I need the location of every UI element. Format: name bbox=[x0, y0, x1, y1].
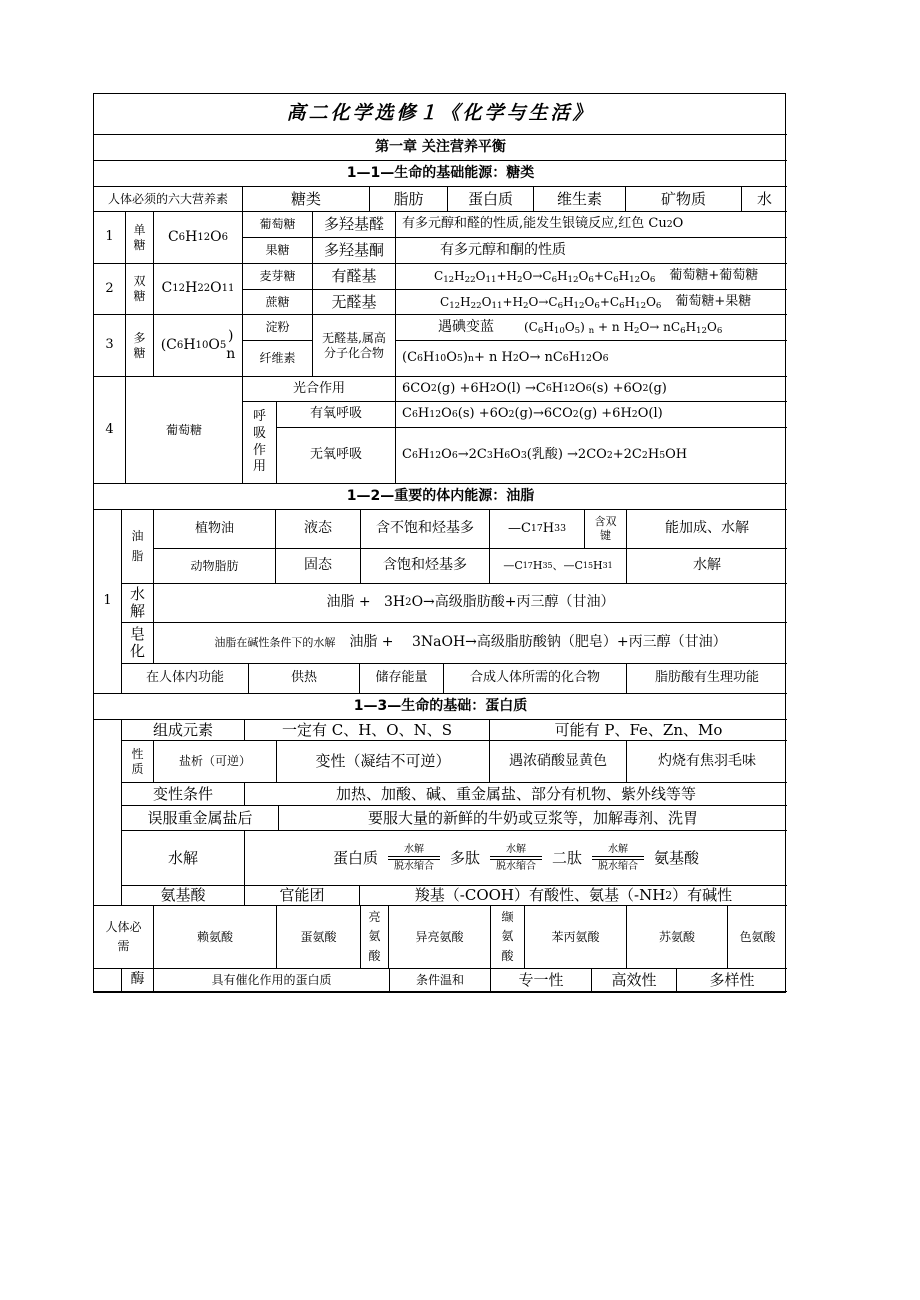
section-header-carbs: 1—1—生命的基础能源：糖类 bbox=[94, 161, 787, 187]
enzyme-trait: 条件温和 bbox=[390, 969, 491, 992]
enzyme-trait: 专一性 bbox=[491, 969, 592, 992]
essential-label: 人体必需 bbox=[94, 906, 154, 969]
elements-must: 一定有 C、H、O、N、S bbox=[245, 720, 490, 741]
sugar-name: 果糖 bbox=[243, 238, 313, 264]
property-item: 变性（凝结不可逆） bbox=[277, 741, 490, 783]
blank-cell bbox=[94, 969, 122, 992]
poison-label: 误服重金属盐后 bbox=[122, 806, 279, 831]
fat-base: 含饱和烃基多 bbox=[361, 549, 490, 584]
row-number: 4 bbox=[94, 377, 126, 484]
denature-conditions: 加热、加酸、碱、重金属盐、部分有机物、紫外线等等 bbox=[245, 783, 787, 806]
enzyme-definition: 具有催化作用的蛋白质 bbox=[154, 969, 390, 992]
chapter-title: 第一章 关注营养平衡 bbox=[94, 135, 787, 161]
functional-group: 有醛基 bbox=[313, 264, 396, 290]
row-number: 1 bbox=[94, 212, 126, 264]
chain-step: 二肽 bbox=[552, 848, 583, 867]
protein-hydrolysis-chain bbox=[245, 831, 787, 886]
nutrient-cell: 糖类 bbox=[243, 187, 370, 212]
photosynthesis-label: 光合作用 bbox=[243, 377, 396, 402]
nutrient-cell: 水 bbox=[742, 187, 787, 212]
sugar-name: 纤维素 bbox=[243, 341, 313, 377]
cellulose-equation: (C 6 H 10 O 5 ) n + n H 2 O→ nC 6 H 12 O 6 bbox=[396, 341, 787, 377]
six-nutrients-label: 人体必须的六大营养素 bbox=[94, 187, 243, 212]
reversible-arrow-icon: 水解 脱水缩合 bbox=[592, 844, 644, 872]
enzyme-label: 酶 bbox=[122, 969, 154, 992]
amino-acid-label: 氨基酸 bbox=[122, 886, 245, 906]
chain-step: 多肽 bbox=[449, 848, 480, 867]
hydrolysis-equation: $C_{12}H_{22}O_{11}+H_2O\to C_6H_{12}O_6+C_6H_{12}O_6$ 葡萄糖+葡萄糖 bbox=[396, 264, 787, 290]
sugar-formula: C 12 H 22 O 11 bbox=[154, 264, 243, 315]
function-item: 供热 bbox=[249, 664, 360, 694]
page-title: 高二化学选修１《化学与生活》 bbox=[94, 94, 787, 135]
row-number: 3 bbox=[94, 315, 126, 377]
photosynthesis-equation: 6CO 2 (g) +6H 2 O(l) →C 6 H 12 O 6 (s) +6O 2 (g) bbox=[396, 377, 787, 402]
amino-acid-item: 异亮氨酸 bbox=[389, 906, 491, 969]
row-number: 2 bbox=[94, 264, 126, 315]
sugar-name: 麦芽糖 bbox=[243, 264, 313, 290]
hydrolysis-label: 水解 bbox=[122, 584, 154, 623]
nutrient-cell: 蛋白质 bbox=[448, 187, 534, 212]
sugar-kind: 单糖 bbox=[126, 212, 154, 264]
sugar-formula: C 6 H 12 O 6 bbox=[154, 212, 243, 264]
enzyme-trait: 高效性 bbox=[592, 969, 677, 992]
sugar-kind: 多糖 bbox=[126, 315, 154, 377]
functional-group: 无醛基 bbox=[313, 290, 396, 315]
sugar-name: 蔗糖 bbox=[243, 290, 313, 315]
blank-cell bbox=[94, 720, 122, 906]
starch-equation: 遇碘变蓝 $(C_6H_{10}O_5) _n + n$ $H_2O\to nC_6H_{12}O_6$ bbox=[396, 315, 787, 341]
amino-acid-item: 蛋氨酸 bbox=[277, 906, 361, 969]
sugar-formula: (C 6 H 10 O 5 ) n bbox=[154, 315, 243, 377]
anaerobic-equation: C 6 H 12 O 6 →2C 3 H 6 O 3 (乳酸) →2CO 2 +2C 2 H 5 OH bbox=[396, 428, 787, 484]
functional-group-label: 官能团 bbox=[245, 886, 360, 906]
row-number: 1 bbox=[94, 510, 122, 694]
function-label: 在人体内功能 bbox=[122, 664, 249, 694]
elements-may: 可能有 P、Fe、Zn、Mo bbox=[490, 720, 787, 741]
nutrient-cell: 维生素 bbox=[534, 187, 626, 212]
double-bond-note: 含双键 bbox=[585, 510, 627, 549]
oil-base: 含不饱和烃基多 bbox=[361, 510, 490, 549]
saponification-equation: 油脂在碱性条件下的水解 油脂 + 3NaOH→高级脂肪酸钠（肥皂）+丙三醇（甘油） bbox=[154, 623, 787, 664]
function-item: 储存能量 bbox=[360, 664, 444, 694]
denature-label: 变性条件 bbox=[122, 783, 245, 806]
oil-state: 液态 bbox=[276, 510, 361, 549]
anaerobic-label: 无氧呼吸 bbox=[277, 428, 396, 484]
fat-state: 固态 bbox=[276, 549, 361, 584]
sugar-kind: 双糖 bbox=[126, 264, 154, 315]
properties-label: 性质 bbox=[122, 741, 154, 783]
amino-acid-groups: 羧基（-COOH）有酸性、氨基（-NH 2 ）有碱性 bbox=[360, 886, 787, 906]
saponification-label: 皂化 bbox=[122, 623, 154, 664]
fat-reaction: 水解 bbox=[627, 549, 787, 584]
fat-type: 动物脂肪 bbox=[154, 549, 276, 584]
section-header-protein: 1—3—生命的基础：蛋白质 bbox=[94, 694, 787, 720]
sugar-name: 葡萄糖 bbox=[243, 212, 313, 238]
section-header-fats: 1—2—重要的体内能源：油脂 bbox=[94, 484, 787, 510]
chain-step: 蛋白质 bbox=[332, 848, 378, 867]
functional-group: 多羟基醛 bbox=[313, 212, 396, 238]
amino-acid-item: 色氨酸 bbox=[728, 906, 787, 969]
amino-acid-item: 苯丙氨酸 bbox=[525, 906, 627, 969]
protein-hydrolysis-label: 水解 bbox=[122, 831, 245, 886]
polysaccharide-note: 无醛基,属高分子化合物 bbox=[313, 315, 396, 377]
oil-label: 油脂 bbox=[122, 510, 154, 584]
document-table bbox=[93, 93, 786, 993]
oil-group: —C 17 H 33 bbox=[490, 510, 585, 549]
sugar-property: 有多元醇和醛的性质,能发生银镜反应,红色 Cu 2 O bbox=[396, 212, 787, 238]
property-item: 遇浓硝酸显黄色 bbox=[490, 741, 627, 783]
amino-acid-item: 苏氨酸 bbox=[627, 906, 728, 969]
function-item: 脂肪酸有生理功能 bbox=[627, 664, 787, 694]
amino-acid-item: 亮氨酸 bbox=[361, 906, 389, 969]
nutrient-cell: 脂肪 bbox=[370, 187, 448, 212]
aerobic-equation: C 6 H 12 O 6 (s) +6O 2 (g)→6CO 2 (g) +6H 2 O(l) bbox=[396, 402, 787, 428]
oil-hydrolysis-equation: 油脂 + 3H 2 O→高级脂肪酸+丙三醇（甘油） bbox=[154, 584, 787, 623]
reversible-arrow-icon: 水解 脱水缩合 bbox=[490, 844, 542, 872]
sugar-name: 淀粉 bbox=[243, 315, 313, 341]
property-item: 灼烧有焦羽毛味 bbox=[627, 741, 787, 783]
amino-acid-item: 赖氨酸 bbox=[154, 906, 277, 969]
functional-group: 多羟基酮 bbox=[313, 238, 396, 264]
chain-step: 氨基酸 bbox=[654, 848, 700, 867]
function-item: 合成人体所需的化合物 bbox=[444, 664, 627, 694]
enzyme-trait: 多样性 bbox=[677, 969, 787, 992]
respiration-label: 呼吸作用 bbox=[243, 402, 277, 484]
elements-label: 组成元素 bbox=[122, 720, 245, 741]
glucose-label: 葡萄糖 bbox=[126, 377, 243, 484]
aerobic-label: 有氧呼吸 bbox=[277, 402, 396, 428]
nutrient-cell: 矿物质 bbox=[626, 187, 742, 212]
reversible-arrow-icon: 水解 脱水缩合 bbox=[388, 844, 440, 872]
hydrolysis-equation: $C_{12}H_{22}O_{11}+H_2O\to C_6H_{12}O_6+C_6H_{12}O_6$ 葡萄糖+果糖 bbox=[396, 290, 787, 315]
amino-acid-item: 缬氨酸 bbox=[491, 906, 525, 969]
property-item: 盐析（可逆） bbox=[154, 741, 277, 783]
oil-reaction: 能加成、水解 bbox=[627, 510, 787, 549]
poison-treatment: 要服大量的新鲜的牛奶或豆浆等，加解毒剂、洗胃 bbox=[279, 806, 787, 831]
fat-group: —C 17 H 35 、—C 15 H 31 bbox=[490, 549, 627, 584]
sugar-property: 有多元醇和酮的性质 bbox=[396, 238, 787, 264]
oil-type: 植物油 bbox=[154, 510, 276, 549]
